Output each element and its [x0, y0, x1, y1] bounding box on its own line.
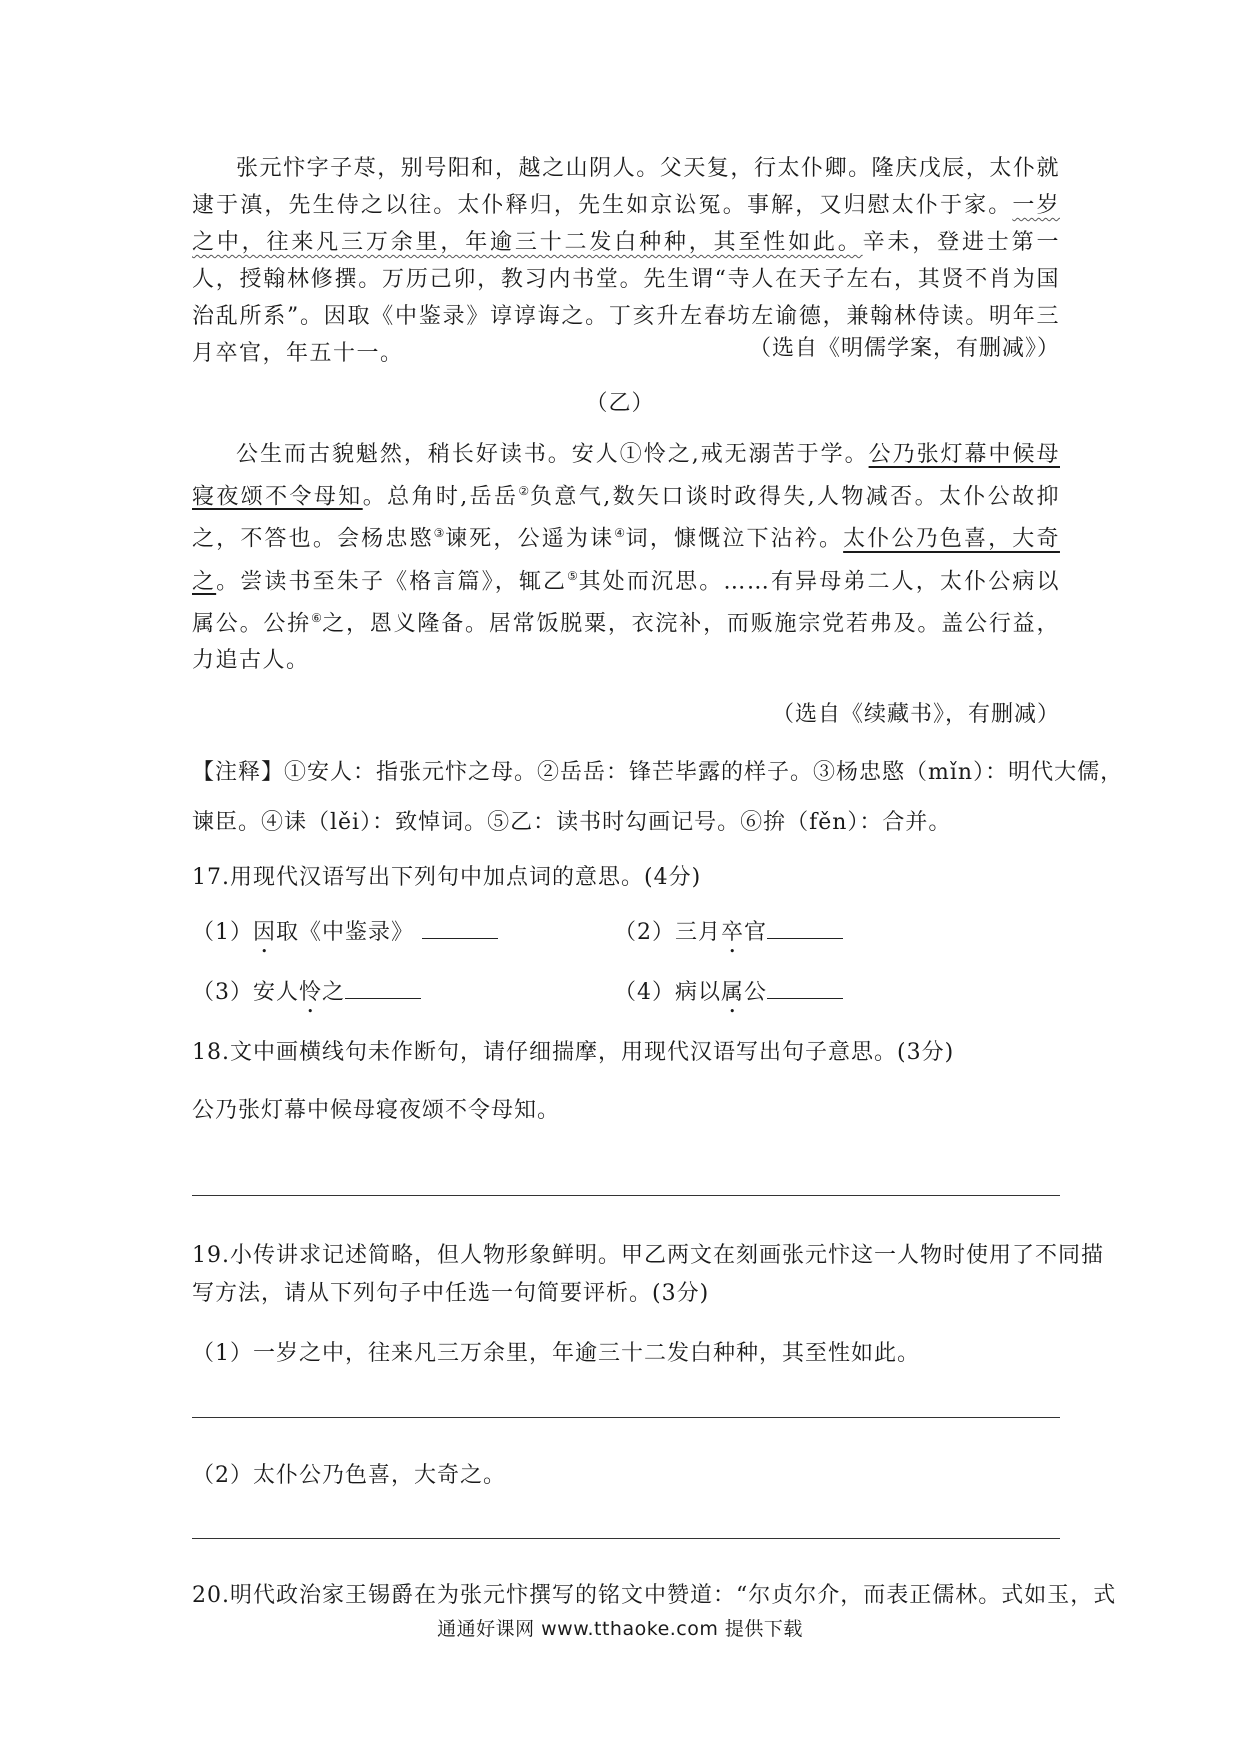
- note-marker-3: ③: [433, 526, 446, 541]
- question-19-option-1: （1）一岁之中，往来凡三万余里，年逾三十二发白种种，其至性如此。: [192, 1341, 920, 1366]
- dotted-word-1: 因: [253, 920, 277, 945]
- passage-jia-source: （选自《明儒学案，有删减》）: [748, 336, 1060, 361]
- answer-line-18[interactable]: [192, 1195, 1060, 1196]
- passage-yi-heading: （乙）: [585, 391, 655, 416]
- passage-yi-text-5: 词，慷慨泣下沾衿。: [625, 526, 844, 552]
- item-1-number: （1）: [192, 920, 253, 945]
- passage-yi-text-4: 谏死，公遥为诔: [445, 526, 615, 552]
- question-17-item-2: [614, 915, 843, 958]
- item-1-text: 取《中鉴录》: [276, 920, 415, 945]
- passage-jia-text-1: 张元忭字子荩，别号阳和，越之山阴人。父天复，行太仆卿。隆庆戊辰，太仆就逮于滇，先生侍之以往。太仆释归，先生如京讼冤。事解，又归慰太仆于家。: [192, 156, 1060, 218]
- note-marker-5: ⑤: [567, 568, 579, 583]
- item-2-text-b: 官: [744, 920, 768, 945]
- passage-jia-text-2: 辛未，登进士第一人，授翰林修撰。万历己卯，教习内书堂。先生谓“寺人在天子左右，其贤不肖为国治乱所系”。因取《中鉴录》谆谆诲之。丁亥升左春坊左谕德，兼翰林侍读。明年三月卒官，年五十一。: [192, 230, 1060, 366]
- passage-yi-text-2: 。总角时,岳岳: [362, 484, 519, 510]
- question-17-item-4: [614, 975, 843, 1018]
- question-17-item-3: [192, 975, 421, 1018]
- passage-yi-text-6: 。尝读书至朱子《格言篇》，辄乙: [216, 568, 568, 594]
- item-3-text-a: （3）安人: [192, 980, 299, 1005]
- dotted-word-2: 卒: [721, 920, 745, 945]
- dotted-word-4: 属: [721, 980, 745, 1005]
- question-18-stem: 18.文中画横线句未作断句，请仔细揣摩，用现代汉语写出句子意思。(3分): [192, 1040, 955, 1065]
- item-2-text-a: （2）三月: [614, 920, 721, 945]
- note-marker-2: ②: [518, 484, 531, 498]
- passage-yi: [192, 436, 1060, 679]
- passage-yi-text-3: 负意气,数矢口谈时政得失,人物减否。太仆公故抑之，不答也。会杨忠愍: [192, 484, 1060, 552]
- question-17-item-1: [192, 915, 498, 958]
- answer-line-19-1[interactable]: [192, 1417, 1060, 1418]
- answer-blank-4[interactable]: [767, 978, 843, 999]
- notes-line-2: 谏臣。④诔（lěi）：致悼词。⑤乙：读书时勾画记号。⑥拚（fěn）：合并。: [192, 810, 952, 835]
- answer-blank-2[interactable]: [767, 918, 843, 939]
- answer-blank-3[interactable]: [345, 978, 421, 999]
- dotted-word-3: 怜: [299, 980, 323, 1005]
- question-20-stem: 20.明代政治家王锡爵在为张元忭撰写的铭文中赞道：“尔贞尔介，而表正儒林。式如玉，式: [192, 1583, 1117, 1608]
- notes-line-1: 【注释】①安人：指张元忭之母。②岳岳：锋芒毕露的样子。③杨忠愍（mǐn）：明代大儒，: [192, 760, 1124, 785]
- question-19-option-2: （2）太仆公乃色喜，大奇之。: [192, 1463, 506, 1488]
- passage-yi-text-7: 其处而沉思。……有异母弟二人，太仆公病以属公。公拚: [192, 568, 1060, 637]
- item-3-text-b: 之: [322, 980, 346, 1005]
- passage-yi-source: （选自《续藏书》，有删减）: [771, 702, 1060, 727]
- note-marker-4: ④: [614, 526, 626, 541]
- passage-yi-text-8: 之，恩义隆备。居常饭脱粟，衣浣补，而贩施宗党若弗及。盖公行益，力追古人。: [192, 611, 1060, 674]
- question-19-stem-line-1: 19.小传讲求记述简略，但人物形象鲜明。甲乙两文在刻画张元忭这一人物时使用了不同描: [192, 1243, 1104, 1268]
- passage-yi-underlined-sentence: 公乃张灯幕中候母寝夜颂不令母知: [192, 442, 1060, 510]
- item-4-text-a: （4）病以: [614, 980, 721, 1005]
- passage-yi-underlined-phrase: 太仆公乃色喜，大奇之: [192, 526, 1060, 594]
- passage-jia-wavy-sentence: 一岁之中，往来凡三万余里，年逾三十二发白种种，其至性如此。: [192, 193, 1060, 255]
- item-4-text-b: 公: [744, 980, 768, 1005]
- note-marker-6: ⑥: [311, 610, 323, 625]
- page-footer: 通通好课网 www.tthaoke.com 提供下载: [437, 1618, 803, 1640]
- answer-blank-1[interactable]: [422, 918, 498, 939]
- answer-line-19-2[interactable]: [192, 1538, 1060, 1539]
- question-17-stem: 17.用现代汉语写出下列句中加点词的意思。(4分): [192, 865, 702, 890]
- question-18-sentence: 公乃张灯幕中候母寝夜颂不令母知。: [192, 1098, 561, 1123]
- question-19-stem-line-2: 写方法，请从下列句子中任选一句简要评析。(3分): [192, 1281, 710, 1306]
- passage-yi-text-1: 公生而古貌魁然，稍长好读书。安人①怜之,戒无溺苦于学。: [236, 442, 869, 467]
